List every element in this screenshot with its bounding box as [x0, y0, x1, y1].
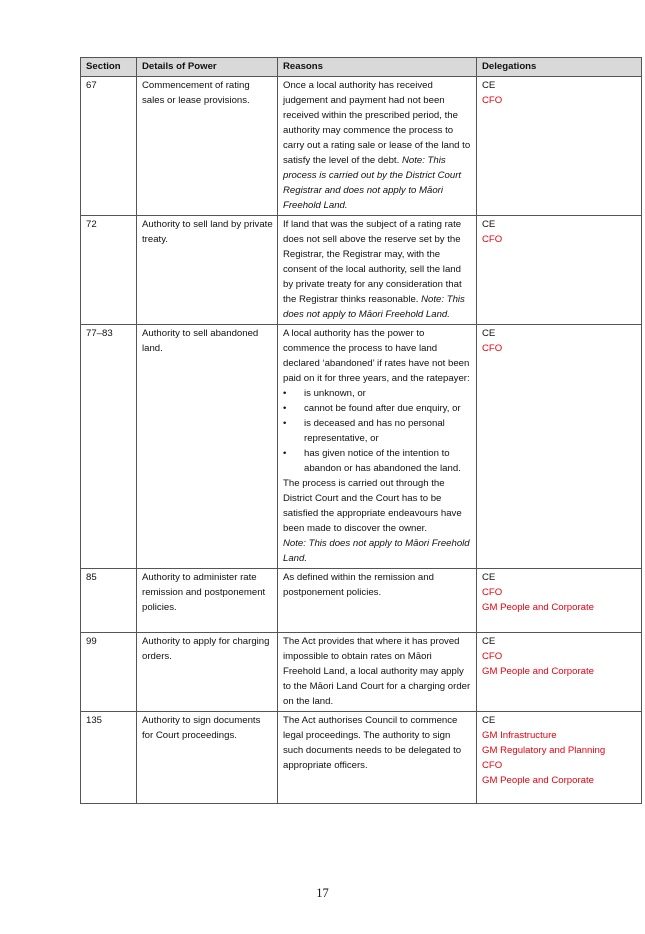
delegation-item: CE — [482, 636, 496, 647]
delegation-item: CE — [482, 80, 496, 91]
bullet-icon: • — [283, 388, 287, 399]
delegation-item: CFO — [482, 651, 503, 662]
reasons-cell — [278, 325, 477, 569]
header-reasons: Reasons — [278, 58, 477, 77]
reason-note: Note: This does not apply to Māori Freehold Land. — [283, 294, 465, 320]
delegations-cell — [477, 633, 642, 712]
bullet-icon: • — [283, 403, 287, 414]
table-row — [81, 712, 642, 804]
delegation-item: CFO — [482, 343, 503, 354]
reason-outro: The process is carried out through the District Court and the Court has to be satisfied the appropriate endeavours have been made to discover the owner. — [283, 478, 462, 534]
reasons-cell: As defined within the remission and postponement policies. — [278, 569, 477, 633]
section-cell: 77–83 — [81, 325, 137, 569]
bullet-item: • is deceased and has no personal representative, or — [283, 418, 445, 444]
details-cell: Authority to sell abandoned land. — [137, 325, 278, 569]
reason-bullet-list — [283, 386, 472, 476]
section-cell: 99 — [81, 633, 137, 712]
page-number: 17 — [316, 886, 329, 900]
table-header-row — [81, 58, 642, 77]
delegations-table — [80, 57, 642, 804]
header-delegations: Delegations — [477, 58, 642, 77]
table-row — [81, 325, 642, 569]
delegation-item: GM Infrastructure — [482, 730, 557, 741]
bullet-item: • has given notice of the intention to abandon or has abandoned the land. — [283, 448, 461, 474]
reason-note: Note: This process is carried out by the District Court Registrar and does not apply to Māori Freehold Land. — [283, 155, 462, 211]
delegation-item: GM People and Corporate — [482, 602, 594, 613]
section-cell: 72 — [81, 216, 137, 325]
delegation-item: GM Regulatory and Planning — [482, 745, 606, 756]
delegations-cell — [477, 216, 642, 325]
delegation-item: GM People and Corporate — [482, 775, 594, 786]
delegation-item: CFO — [482, 760, 503, 771]
table-row — [81, 569, 642, 633]
delegation-item: CFO — [482, 234, 503, 245]
details-cell: Authority to apply for charging orders. — [137, 633, 278, 712]
reasons-cell: The Act authorises Council to commence legal proceedings. The authority to sign such documents needs to be delegated to appropriate officers. — [278, 712, 477, 804]
delegation-item: CFO — [482, 587, 503, 598]
reason-text: If land that was the subject of a rating rate does not sell above the reserve set by the Registrar, the Registrar may, with the consent of the local authority, sell the land by private treaty for any consideration that the Registrar thinks reasonable. — [283, 219, 462, 305]
delegation-item: CFO — [482, 95, 503, 106]
delegation-item: CE — [482, 328, 496, 339]
section-cell: 135 — [81, 712, 137, 804]
bullet-item: • cannot be found after due enquiry, or — [283, 403, 461, 414]
reasons-cell — [278, 216, 477, 325]
delegations-cell — [477, 712, 642, 804]
reason-intro: A local authority has the power to commence the process to have land declared ‘abandoned’ if rates have not been paid on it for three years, and the ratepayer: — [283, 328, 470, 384]
delegation-item: CE — [482, 715, 496, 726]
reason-text: Once a local authority has received judgement and payment had not been received within the prescribed period, the authority may commence the process to carry out a rating sale or lease of the land to satisfy the level of the debt. — [283, 80, 471, 166]
section-cell: 85 — [81, 569, 137, 633]
delegations-cell — [477, 325, 642, 569]
table-row — [81, 77, 642, 216]
table-row — [81, 633, 642, 712]
reasons-cell: The Act provides that where it has proved impossible to obtain rates on Māori Freehold Land, a local authority may apply to the Māori Land Court for a charging order on the land. — [278, 633, 477, 712]
details-cell: Authority to administer rate remission and postponement policies. — [137, 569, 278, 633]
delegation-item: CE — [482, 219, 496, 230]
delegation-item: CE — [482, 572, 496, 583]
reasons-cell — [278, 77, 477, 216]
header-details: Details of Power — [137, 58, 278, 77]
delegations-cell — [477, 569, 642, 633]
reason-note: Note: This does not apply to Māori Freehold Land. — [283, 538, 470, 564]
table-row — [81, 216, 642, 325]
details-cell: Authority to sign documents for Court proceedings. — [137, 712, 278, 804]
bullet-item: • is unknown, or — [283, 388, 366, 399]
section-cell: 67 — [81, 77, 137, 216]
delegations-cell — [477, 77, 642, 216]
delegation-item: GM People and Corporate — [482, 666, 594, 677]
bullet-icon: • — [283, 448, 287, 459]
details-cell: Commencement of rating sales or lease provisions. — [137, 77, 278, 216]
header-section: Section — [81, 58, 137, 77]
details-cell: Authority to sell land by private treaty. — [137, 216, 278, 325]
bullet-icon: • — [283, 418, 287, 429]
